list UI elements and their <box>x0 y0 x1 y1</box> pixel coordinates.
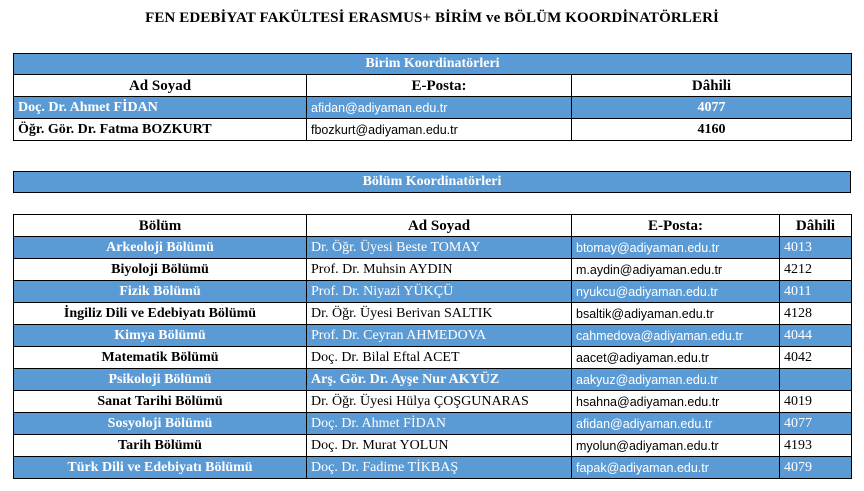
coordinator-email[interactable]: btomay@adiyaman.edu.tr <box>572 237 780 259</box>
table-row <box>14 325 852 347</box>
header-name: Ad Soyad <box>307 215 572 237</box>
coordinator-email[interactable]: afidan@adiyaman.edu.tr <box>572 413 780 435</box>
coordinator-name: Doç. Dr. Ahmet FİDAN <box>307 413 572 435</box>
header-extension: Dâhili <box>572 75 852 97</box>
department-name: Fizik Bölümü <box>14 281 307 303</box>
department-name: İngiliz Dili ve Edebiyatı Bölümü <box>14 303 307 325</box>
coordinator-extension: 4044 <box>780 325 852 347</box>
coordinator-extension: 4013 <box>780 237 852 259</box>
coordinator-name: Prof. Dr. Ceyran AHMEDOVA <box>307 325 572 347</box>
table-row <box>14 259 852 281</box>
coordinator-extension: 4212 <box>780 259 852 281</box>
coordinator-extension: 4079 <box>780 457 852 479</box>
department-coordinators-title-row <box>14 172 851 193</box>
department-name: Arkeoloji Bölümü <box>14 237 307 259</box>
coordinator-extension: 4077 <box>572 97 852 119</box>
department-coordinators-title: Bölüm Koordinatörleri <box>14 172 851 193</box>
table-row <box>14 119 852 141</box>
coordinator-extension: 4193 <box>780 435 852 457</box>
unit-coordinators-title: Birim Koordinatörleri <box>14 54 852 75</box>
department-name: Matematik Bölümü <box>14 347 307 369</box>
unit-coordinators-table <box>13 53 852 141</box>
coordinator-extension: 4019 <box>780 391 852 413</box>
department-name: Sosyoloji Bölümü <box>14 413 307 435</box>
coordinator-email[interactable]: cahmedova@adiyaman.edu.tr <box>572 325 780 347</box>
coordinator-name: Arş. Gör. Dr. Ayşe Nur AKYÜZ <box>307 369 572 391</box>
coordinator-email[interactable]: hsahna@adiyaman.edu.tr <box>572 391 780 413</box>
coordinator-name: Dr. Öğr. Üyesi Beste TOMAY <box>307 237 572 259</box>
coordinator-email[interactable]: aakyuz@adiyaman.edu.tr <box>572 369 780 391</box>
coordinator-name: Doç. Dr. Murat YOLUN <box>307 435 572 457</box>
coordinator-email[interactable]: m.aydin@adiyaman.edu.tr <box>572 259 780 281</box>
coordinator-name: Doç. Dr. Bilal Eftal ACET <box>307 347 572 369</box>
coordinator-extension: 4077 <box>780 413 852 435</box>
coordinator-email[interactable]: nyukcu@adiyaman.edu.tr <box>572 281 780 303</box>
header-email: E-Posta: <box>572 215 780 237</box>
table-row <box>14 457 852 479</box>
department-name: Türk Dili ve Edebiyatı Bölümü <box>14 457 307 479</box>
coordinator-email[interactable]: myolun@adiyaman.edu.tr <box>572 435 780 457</box>
coordinator-extension: 4011 <box>780 281 852 303</box>
coordinator-name: Dr. Öğr. Üyesi Hülya ÇOŞGUNARAS <box>307 391 572 413</box>
department-coordinators-title-table <box>13 171 851 193</box>
department-header-row <box>14 215 852 237</box>
coordinator-extension <box>780 369 852 391</box>
coordinator-name: Prof. Dr. Niyazi YÜKÇÜ <box>307 281 572 303</box>
coordinator-name: Öğr. Gör. Dr. Fatma BOZKURT <box>14 119 307 141</box>
header-email: E-Posta: <box>307 75 572 97</box>
table-row <box>14 347 852 369</box>
coordinator-email[interactable]: afidan@adiyaman.edu.tr <box>307 97 572 119</box>
coordinator-name: Doç. Dr. Fadime TİKBAŞ <box>307 457 572 479</box>
coordinator-name: Doç. Dr. Ahmet FİDAN <box>14 97 307 119</box>
unit-coordinators-title-row <box>14 54 852 75</box>
page-title: FEN EDEBİYAT FAKÜLTESİ ERASMUS+ BİRİM ve BÖLÜM KOORDİNATÖRLERİ <box>145 10 719 26</box>
department-name: Sanat Tarihi Bölümü <box>14 391 307 413</box>
coordinator-name: Dr. Öğr. Üyesi Berivan SALTIK <box>307 303 572 325</box>
coordinator-email[interactable]: aacet@adiyaman.edu.tr <box>572 347 780 369</box>
coordinator-email[interactable]: fapak@adiyaman.edu.tr <box>572 457 780 479</box>
coordinator-extension: 4128 <box>780 303 852 325</box>
header-department: Bölüm <box>14 215 307 237</box>
coordinator-email[interactable]: bsaltik@adiyaman.edu.tr <box>572 303 780 325</box>
coordinator-name: Prof. Dr. Muhsin AYDIN <box>307 259 572 281</box>
department-name: Biyoloji Bölümü <box>14 259 307 281</box>
coordinator-extension: 4160 <box>572 119 852 141</box>
table-row <box>14 435 852 457</box>
table-row <box>14 237 852 259</box>
header-extension: Dâhili <box>780 215 852 237</box>
table-row <box>14 391 852 413</box>
table-row <box>14 97 852 119</box>
header-name: Ad Soyad <box>14 75 307 97</box>
table-row <box>14 413 852 435</box>
coordinator-extension: 4042 <box>780 347 852 369</box>
department-name: Psikoloji Bölümü <box>14 369 307 391</box>
coordinator-email[interactable]: fbozkurt@adiyaman.edu.tr <box>307 119 572 141</box>
unit-header-row <box>14 75 852 97</box>
table-row <box>14 369 852 391</box>
table-row <box>14 281 852 303</box>
department-name: Kimya Bölümü <box>14 325 307 347</box>
table-row <box>14 303 852 325</box>
department-name: Tarih Bölümü <box>14 435 307 457</box>
department-coordinators-table <box>13 214 852 479</box>
